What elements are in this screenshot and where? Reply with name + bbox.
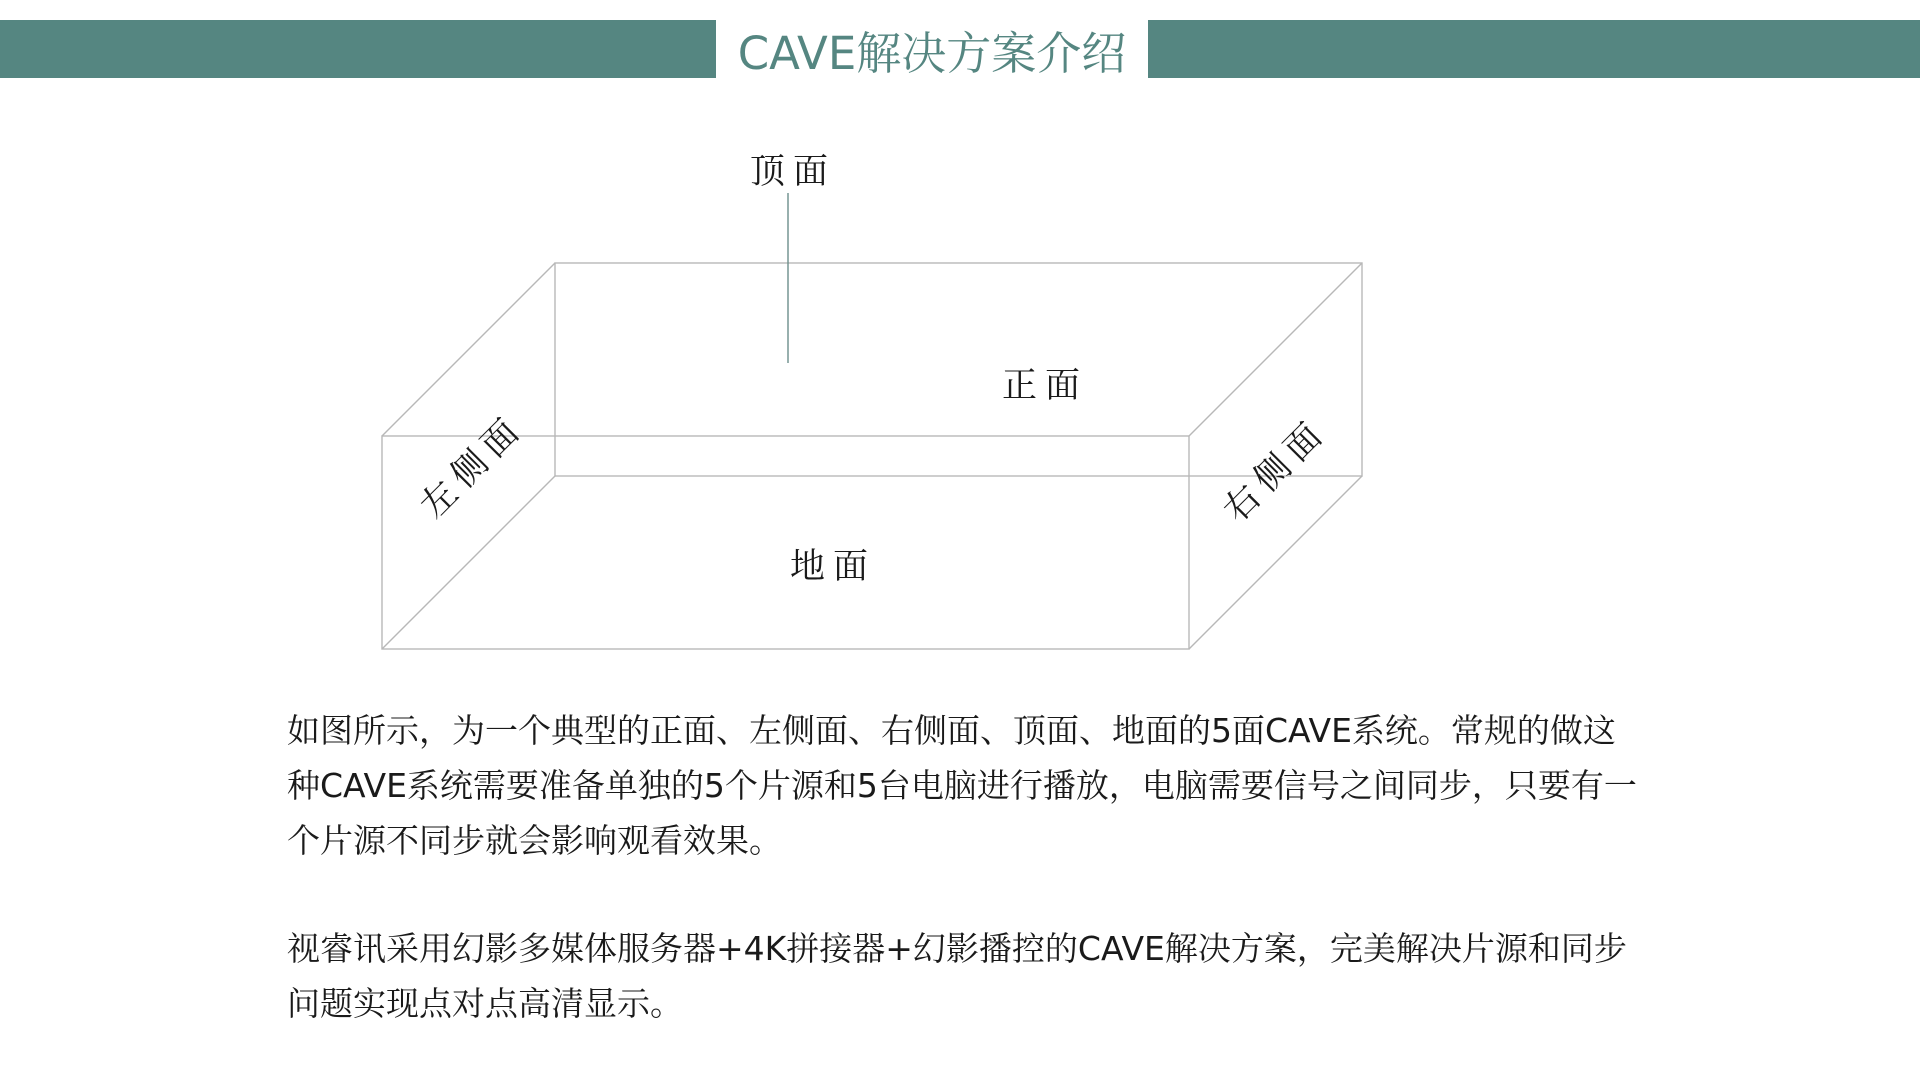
page-title: CAVE解决方案介绍 — [737, 26, 1127, 80]
paragraph-2-text: 视睿讯采用幻影多媒体服务器+4K拼接器+幻影播控的CAVE解决方案，完美解决片源和同步问题实现点对点高清显示。 — [287, 929, 1627, 1023]
paragraph-1 — [287, 703, 1647, 868]
cave-edge-top-left — [382, 263, 555, 436]
label-left-face: 左侧面 — [413, 406, 533, 527]
paragraph-1-text: 如图所示，为一个典型的正面、左侧面、右侧面、顶面、地面的5面CAVE系统。常规的做这种CAVE系统需要准备单独的5个片源和5台电脑进行播放，电脑需要信号之间同步，只要有一个片源不同步就会影响观看效果。 — [287, 711, 1637, 860]
label-right-face: 右侧面 — [1216, 410, 1336, 531]
cave-front-opening — [382, 436, 1189, 649]
label-front-face: 正面 — [1002, 366, 1089, 406]
label-top-face: 顶面 — [750, 152, 837, 192]
paragraph-2 — [287, 921, 1647, 1031]
cave-edge-bottom-left — [382, 476, 555, 649]
cave-back-face — [555, 263, 1362, 476]
label-floor-face: 地面 — [790, 547, 877, 587]
cave-edge-top-right — [1189, 263, 1362, 436]
